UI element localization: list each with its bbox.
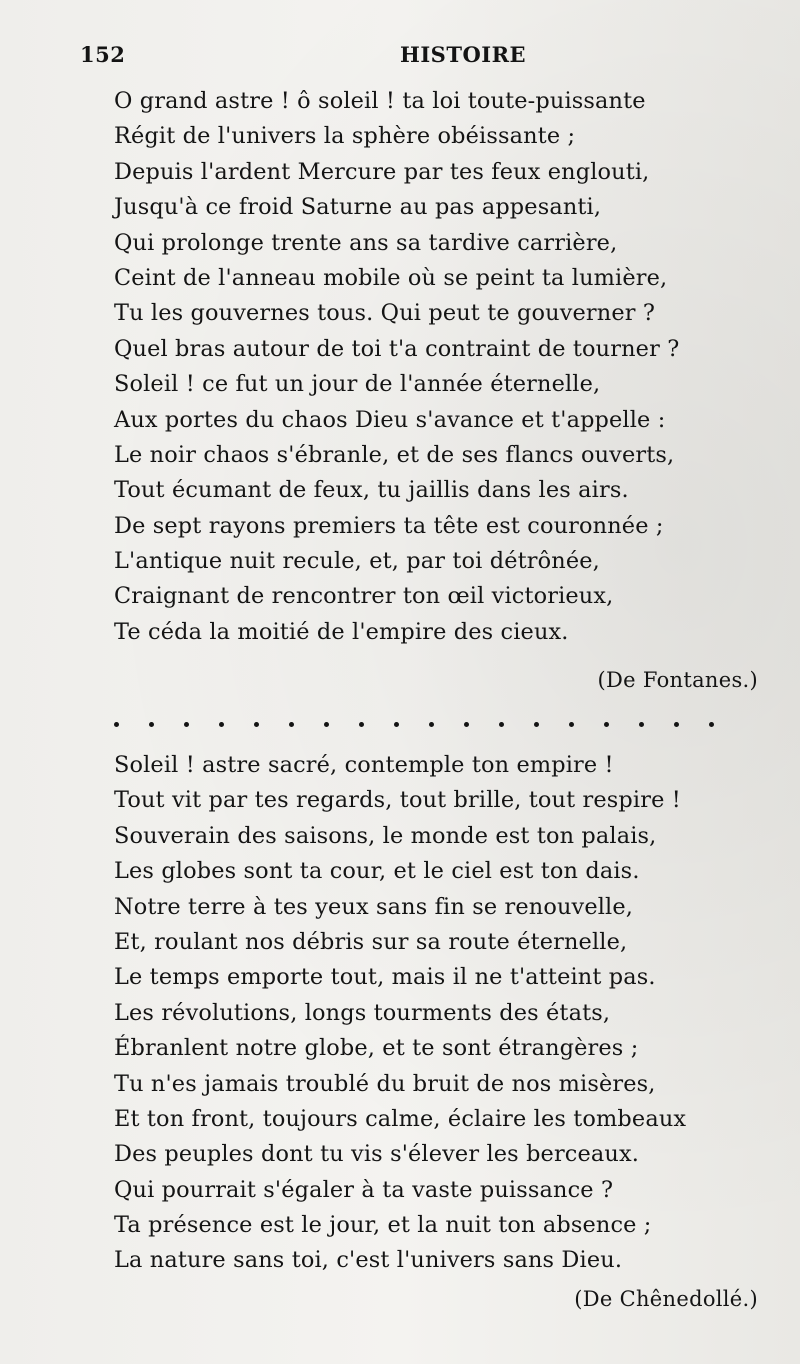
verse-line: Les révolutions, longs tourments des états, bbox=[114, 999, 611, 1026]
verse-line: Les globes sont ta cour, et le ciel est ton dais. bbox=[114, 858, 640, 885]
verse-line: Depuis l'ardent Mercure par tes feux englouti, bbox=[114, 158, 650, 185]
verse-line: La nature sans toi, c'est l'univers sans Dieu. bbox=[114, 1247, 623, 1274]
verse-line: Qui pourrait s'égaler à ta vaste puissance ? bbox=[114, 1176, 614, 1203]
separator-dot bbox=[499, 722, 504, 727]
page-number: 152 bbox=[80, 42, 126, 67]
separator-dot bbox=[569, 722, 574, 727]
verse-line: Et, roulant nos débris sur sa route éternelle, bbox=[114, 928, 628, 955]
running-head: HISTOIRE bbox=[400, 42, 527, 67]
separator-dot bbox=[254, 722, 259, 727]
verse-line: Soleil ! ce fut un jour de l'année éternelle, bbox=[114, 371, 601, 398]
verse-line: Le temps emporte tout, mais il ne t'atteint pas. bbox=[114, 964, 656, 991]
attribution-chenedolle: (De Chênedollé.) bbox=[574, 1287, 758, 1311]
separator-dot bbox=[219, 722, 224, 727]
separator-dot bbox=[324, 722, 329, 727]
separator-dot bbox=[184, 722, 189, 727]
attribution-fontanes: (De Fontanes.) bbox=[597, 668, 758, 692]
verse-line: Craignant de rencontrer ton œil victorieux, bbox=[114, 583, 614, 610]
verse-line: O grand astre ! ô soleil ! ta loi toute-puissante bbox=[114, 88, 646, 114]
verse-line: Qui prolonge trente ans sa tardive carrière, bbox=[114, 229, 618, 256]
separator-dot bbox=[604, 722, 609, 727]
poem-fontanes bbox=[114, 84, 734, 650]
verse-line: Ta présence est le jour, et la nuit ton absence ; bbox=[114, 1212, 652, 1239]
verse-line: De sept rayons premiers ta tête est couronnée ; bbox=[114, 512, 664, 539]
section-separator bbox=[114, 722, 714, 742]
verse-line: Tu n'es jamais troublé du bruit de nos misères, bbox=[114, 1070, 656, 1097]
verse-line: Tout écumant de feux, tu jaillis dans les airs. bbox=[114, 477, 629, 504]
separator-dot bbox=[289, 722, 294, 727]
page-header bbox=[80, 42, 720, 74]
verse-line: Régit de l'univers la sphère obéissante ; bbox=[114, 123, 576, 150]
separator-dot bbox=[639, 722, 644, 727]
verse-line: Notre terre à tes yeux sans fin se renouvelle, bbox=[114, 893, 634, 920]
separator-dot bbox=[149, 722, 154, 727]
verse-line: Tout vit par tes regards, tout brille, tout respire ! bbox=[114, 787, 681, 814]
verse-line: Te céda la moitié de l'empire des cieux. bbox=[114, 618, 569, 645]
verse-line: Souverain des saisons, le monde est ton palais, bbox=[114, 822, 657, 849]
verse-line: Et ton front, toujours calme, éclaire les tombeaux bbox=[114, 1105, 687, 1132]
verse-line: Ébranlent notre globe, et te sont étrangères ; bbox=[114, 1035, 639, 1062]
verse-line: Des peuples dont tu vis s'élever les berceaux. bbox=[114, 1141, 640, 1168]
verse-line: Jusqu'à ce froid Saturne au pas appesanti, bbox=[114, 194, 602, 221]
verse-line: Le noir chaos s'ébranle, et de ses flancs ouverts, bbox=[114, 441, 675, 468]
verse-line: L'antique nuit recule, et, par toi détrônée, bbox=[114, 548, 600, 575]
separator-dot bbox=[429, 722, 434, 727]
separator-dot bbox=[114, 722, 119, 727]
verse-line: Aux portes du chaos Dieu s'avance et t'appelle : bbox=[114, 406, 666, 433]
separator-dot bbox=[709, 722, 714, 727]
verse-line: Quel bras autour de toi t'a contraint de tourner ? bbox=[114, 335, 680, 362]
separator-dot bbox=[534, 722, 539, 727]
verse-line: Tu les gouvernes tous. Qui peut te gouverner ? bbox=[114, 300, 656, 327]
separator-dot bbox=[464, 722, 469, 727]
separator-dot bbox=[394, 722, 399, 727]
poem-chenedolle bbox=[114, 748, 734, 1279]
verse-line: Ceint de l'anneau mobile où se peint ta lumière, bbox=[114, 264, 668, 291]
verse-line: Soleil ! astre sacré, contemple ton empire ! bbox=[114, 752, 614, 778]
separator-dot bbox=[674, 722, 679, 727]
separator-dot bbox=[359, 722, 364, 727]
